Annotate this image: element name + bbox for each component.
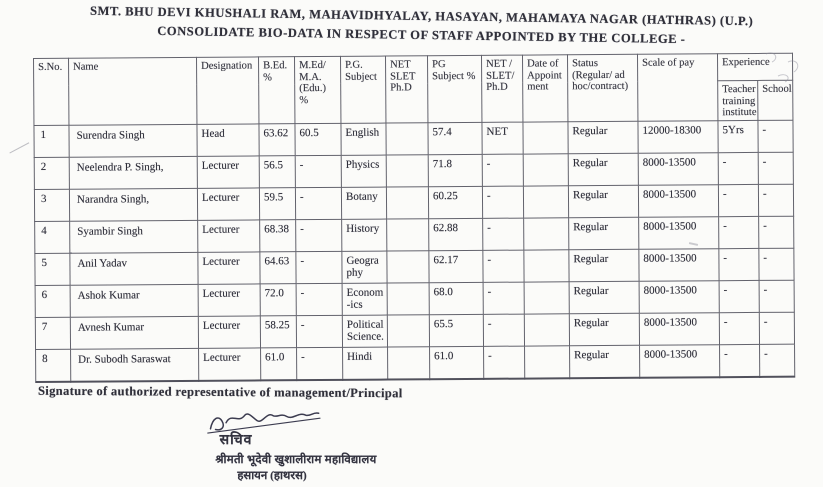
header-net-slet-phd2: NET / SLET/ Ph.D [481, 55, 522, 122]
experience-school-cell: - [760, 344, 795, 377]
name-cell: Surendra Singh [69, 124, 197, 157]
name-cell: Anil Yadav [70, 252, 198, 285]
net-slet-phd2-cell: - [483, 218, 524, 250]
scan-artifact-speck [70, 252, 72, 254]
document-title-line2: CONSOLIDATE BIO-DATA IN RESPECT OF STAFF APPOINTED BY THE COLLEGE - [157, 23, 686, 47]
header-designation: Designation [196, 57, 258, 124]
scale-of-pay-cell: 8000-13500 [639, 280, 719, 313]
date-of-appointment-cell [523, 122, 568, 154]
pg-subject-percent-cell: 60.25 [428, 186, 482, 218]
experience-school-cell: - [759, 280, 794, 312]
scale-of-pay-cell: 8000-13500 [638, 153, 718, 186]
med-percent-cell: - [296, 315, 342, 347]
status-cell: Regular [568, 153, 638, 185]
sno-cell: 1 [34, 125, 69, 157]
name-cell: Ashok Kumar [70, 284, 198, 317]
pg-subject-percent-cell: 71.8 [428, 154, 482, 186]
experience-school-cell: - [759, 312, 794, 344]
stamp-college-name: श्रीमती भूदेवी खुशालीराम महाविद्यालय [215, 454, 377, 466]
header-name: Name [69, 57, 197, 125]
header-net-slet-phd: NET SLET Ph.D [385, 56, 427, 123]
table-row [35, 312, 794, 349]
date-of-appointment-cell [524, 282, 569, 314]
name-cell: Syambir Singh [70, 220, 198, 253]
header-bed-percent: B.Ed. % [258, 57, 294, 124]
name-cell: Neelendra P. Singh, [69, 156, 197, 189]
bed-percent-cell: 61.0 [261, 347, 297, 380]
designation-cell: Lecturer [197, 156, 259, 188]
header-med-percent: M.Ed/ M.A. (Edu.) % [294, 56, 340, 123]
status-cell: Regular [569, 217, 639, 249]
staff-biodata-table [33, 53, 795, 383]
stamp-place-text: हसायन (हाथरस) [237, 470, 307, 482]
table-header [34, 53, 793, 125]
pg-subject-percent-cell: 62.17 [429, 250, 483, 282]
designation-cell: Lecturer [197, 188, 259, 220]
net-slet-phd2-cell: - [483, 250, 524, 282]
scan-artifact-mark [758, 48, 808, 88]
stamp-role-text: सचिव [219, 433, 253, 448]
bed-percent-cell: 68.38 [260, 219, 296, 251]
designation-cell: Lecturer [198, 284, 260, 316]
name-cell: Dr. Subodh Saraswat [71, 348, 199, 381]
header-scale-of-pay: Scale of pay [637, 54, 717, 121]
scale-of-pay-cell: 8000-13500 [639, 216, 719, 249]
experience-teacher-training-cell: - [719, 280, 759, 312]
sno-cell: 2 [34, 157, 69, 189]
pg-subject-percent-cell: 57.4 [428, 122, 482, 154]
designation-cell: Lecturer [198, 220, 260, 252]
med-percent-cell: 60.5 [295, 123, 341, 155]
bed-percent-cell: 64.63 [260, 251, 296, 283]
name-cell: Narandra Singh, [69, 188, 197, 221]
experience-teacher-training-cell: 5Yrs [718, 120, 758, 152]
sno-cell: 7 [35, 317, 70, 349]
med-percent-cell: - [296, 251, 342, 283]
scale-of-pay-cell: 12000-18300 [638, 121, 718, 154]
experience-teacher-training-cell: - [719, 216, 759, 248]
net-slet-phd2-cell: NET [482, 122, 523, 154]
sno-cell: 8 [36, 349, 71, 382]
document-title-line1: SMT. BHU DEVI KHUSHALI RAM, MAHAVIDHYALAY, HASAYAN, MAHAMAYA NAGAR (HATHRAS) (U.P.) [89, 3, 754, 29]
net-slet-phd-cell [387, 315, 429, 347]
net-slet-phd-cell [387, 251, 429, 283]
principal-stamp [150, 407, 442, 483]
name-cell: Avnesh Kumar [70, 316, 198, 349]
table-body [34, 120, 795, 382]
pg-subject-cell: Econom -ics [342, 283, 387, 315]
status-cell: Regular [568, 121, 638, 153]
table-row [36, 344, 795, 382]
net-slet-phd-cell [386, 187, 428, 219]
header-experience: Experience [717, 53, 792, 81]
med-percent-cell: - [295, 155, 341, 187]
signature-caption: Signature of authorized representative of management/Principal [37, 383, 403, 401]
pg-subject-percent-cell: 62.88 [429, 218, 483, 250]
net-slet-phd-cell [387, 283, 429, 315]
experience-teacher-training-cell: - [718, 184, 758, 216]
table-row [35, 216, 794, 253]
experience-teacher-training-cell: - [719, 248, 759, 280]
bed-percent-cell: 72.0 [260, 283, 296, 315]
net-slet-phd2-cell: - [482, 186, 523, 218]
experience-teacher-training-cell: - [720, 344, 760, 377]
net-slet-phd2-cell: - [484, 346, 525, 379]
scan-artifact-line [5, 133, 30, 153]
date-of-appointment-cell [523, 154, 568, 186]
bed-percent-cell: 63.62 [259, 123, 295, 155]
pg-subject-percent-cell: 68.0 [429, 282, 483, 314]
header-experience-teacher-training: Teacher training institute [718, 80, 758, 120]
designation-cell: Lecturer [198, 316, 260, 348]
scale-of-pay-cell: 8000-13500 [638, 184, 718, 217]
header-pg-subject: P.G. Subject [340, 56, 385, 123]
net-slet-phd-cell [388, 347, 430, 380]
experience-school-cell: - [758, 120, 793, 152]
med-percent-cell: - [295, 187, 341, 219]
experience-school-cell: - [759, 216, 794, 248]
net-slet-phd2-cell: - [483, 282, 524, 314]
med-percent-cell: - [296, 283, 342, 315]
net-slet-phd-cell [386, 123, 428, 155]
scale-of-pay-cell: 8000-13500 [640, 344, 720, 377]
date-of-appointment-cell [524, 250, 569, 282]
sno-cell: 4 [35, 221, 70, 253]
net-slet-phd2-cell: - [482, 154, 523, 186]
bed-percent-cell: 59.5 [259, 187, 295, 219]
pg-subject-cell: Botany [341, 187, 386, 219]
experience-teacher-training-cell: - [719, 312, 759, 344]
date-of-appointment-cell [524, 314, 569, 346]
pg-subject-cell: Hindi [343, 347, 388, 380]
header-status: Status (Regular/ ad hoc/contract) [567, 54, 637, 121]
designation-cell: Lecturer [198, 252, 260, 284]
designation-cell: Lecturer [199, 348, 261, 381]
date-of-appointment-cell [524, 218, 569, 250]
sno-cell: 3 [34, 189, 69, 221]
table-row [34, 184, 793, 221]
net-slet-phd-cell [387, 219, 429, 251]
pg-subject-cell: Geogra phy [342, 251, 387, 283]
status-cell: Regular [570, 345, 640, 378]
scale-of-pay-cell: 8000-13500 [639, 312, 719, 345]
experience-school-cell: - [758, 152, 793, 184]
document-title [28, 1, 815, 51]
pg-subject-percent-cell: 65.5 [429, 314, 483, 346]
table-row [35, 280, 794, 317]
bed-percent-cell: 58.25 [260, 315, 296, 347]
header-sno: S.No. [34, 58, 69, 125]
table-row [35, 248, 794, 285]
scale-of-pay-cell: 8000-13500 [639, 248, 719, 281]
bed-percent-cell: 56.5 [259, 155, 295, 187]
header-pg-subject-percent: PG Subject % [427, 55, 481, 122]
table-row [34, 120, 793, 157]
status-cell: Regular [569, 281, 639, 313]
date-of-appointment-cell [525, 346, 570, 379]
status-cell: Regular [568, 185, 638, 217]
pg-subject-percent-cell: 61.0 [430, 346, 484, 379]
experience-school-cell: - [759, 248, 794, 280]
med-percent-cell: - [297, 347, 343, 380]
pg-subject-cell: History [342, 219, 387, 251]
pg-subject-cell: Physics [341, 155, 386, 187]
header-experience-school: School [758, 80, 793, 120]
experience-teacher-training-cell: - [718, 152, 758, 184]
header-date-of-appointment: Date of Appoint ment [522, 55, 567, 122]
sno-cell: 6 [35, 285, 70, 317]
designation-cell: Head [197, 124, 259, 156]
net-slet-phd2-cell: - [483, 314, 524, 346]
pg-subject-cell: Political Science. [342, 315, 387, 347]
net-slet-phd-cell [386, 155, 428, 187]
pg-subject-cell: English [341, 123, 386, 155]
table-row [34, 152, 793, 189]
sno-cell: 5 [35, 253, 70, 285]
date-of-appointment-cell [523, 186, 568, 218]
med-percent-cell: - [296, 219, 342, 251]
experience-school-cell: - [758, 184, 793, 216]
status-cell: Regular [569, 313, 639, 345]
status-cell: Regular [569, 249, 639, 281]
